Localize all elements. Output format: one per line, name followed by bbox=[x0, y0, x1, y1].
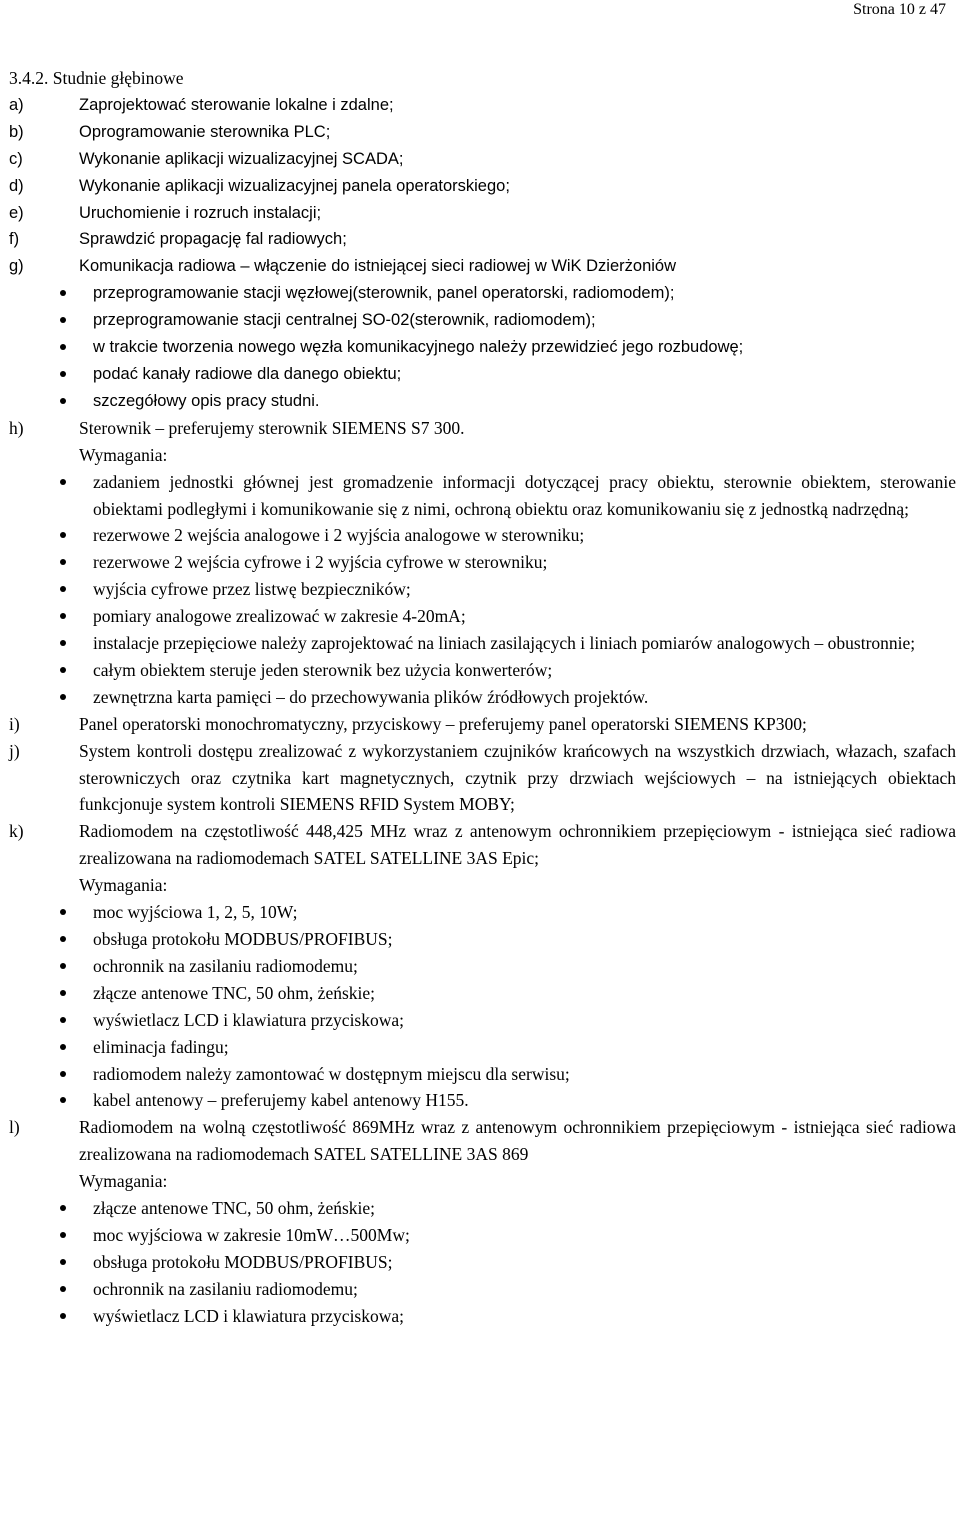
item-label: a) bbox=[9, 95, 24, 114]
bullet-item: moc wyjściowa w zakresie 10mW…500Mw; bbox=[9, 1222, 956, 1249]
item-text: Sprawdzić propagację fal radiowych; bbox=[79, 230, 347, 249]
requirements-label-l: Wymagania: bbox=[79, 1171, 168, 1192]
item-label: g) bbox=[9, 257, 24, 276]
item-label: j) bbox=[9, 740, 20, 761]
list-item-d bbox=[9, 173, 956, 200]
bullet-item: zadaniem jednostki głównej jest gromadzenie informacji dotyczącej pracy obiektu, sterownie obiektem, sterowanie obiektami podległymi i komunikowanie się z nimi, ochroną obiektu oraz komunikowaniu się z jednostką nadrzędną; bbox=[9, 469, 956, 523]
bullet-item: złącze antenowe TNC, 50 ohm, żeńskie; bbox=[9, 980, 956, 1007]
bullet-item: podać kanały radiowe dla danego obiektu; bbox=[9, 361, 956, 388]
item-label: f) bbox=[9, 230, 20, 249]
list-item-i bbox=[9, 711, 956, 738]
bullet-item: całym obiektem steruje jeden sterownik bez użycia konwerterów; bbox=[9, 657, 956, 684]
item-text: Radiomodem na częstotliwość 448,425 MHz wraz z antenowym ochronnikiem przepięciowym - istniejąca sieć radiowa zrealizowana na radiomodemach SATEL SATELLINE 3AS Epic; bbox=[79, 821, 956, 869]
list-item-j bbox=[9, 738, 956, 819]
bullet-list-g bbox=[9, 280, 956, 415]
bullet-item: rezerwowe 2 wejścia analogowe i 2 wyjścia analogowe w sterowniku; bbox=[9, 522, 956, 549]
bullet-item: moc wyjściowa 1, 2, 5, 10W; bbox=[9, 899, 956, 926]
list-item-c bbox=[9, 146, 956, 173]
bullet-item: pomiary analogowe zrealizować w zakresie 4-20mA; bbox=[9, 603, 956, 630]
document-content bbox=[9, 65, 956, 1330]
bullet-item: wyświetlacz LCD i klawiatura przyciskowa; bbox=[9, 1007, 956, 1034]
bullet-list-l bbox=[9, 1195, 956, 1330]
list-item-b bbox=[9, 119, 956, 146]
bullet-item: instalacje przepięciowe należy zaprojektować na liniach zasilających i liniach pomiarów analogowych – obustronnie; bbox=[9, 630, 956, 657]
bullet-item: szczegółowy opis pracy studni. bbox=[9, 388, 956, 415]
bullet-item: kabel antenowy – preferujemy kabel antenowy H155. bbox=[9, 1087, 956, 1114]
item-text: Sterownik – preferujemy sterownik SIEMENS S7 300. bbox=[79, 417, 465, 438]
bullet-item: ochronnik na zasilaniu radiomodemu; bbox=[9, 953, 956, 980]
item-text: Oprogramowanie sterownika PLC; bbox=[79, 122, 331, 141]
item-text: Uruchomienie i rozruch instalacji; bbox=[79, 203, 322, 222]
item-text: Komunikacja radiowa – włączenie do istniejącej sieci radiowej w WiK Dzierżoniów bbox=[79, 257, 677, 276]
bullet-item: rezerwowe 2 wejścia cyfrowe i 2 wyjścia cyfrowe w sterowniku; bbox=[9, 549, 956, 576]
list-item-a bbox=[9, 92, 956, 119]
item-label: i) bbox=[9, 713, 20, 734]
list-item-e bbox=[9, 200, 956, 227]
item-label: h) bbox=[9, 417, 24, 438]
requirements-label-k: Wymagania: bbox=[79, 875, 168, 896]
bullet-list-k bbox=[9, 899, 956, 1114]
item-label: c) bbox=[9, 149, 23, 168]
item-text: Panel operatorski monochromatyczny, przyciskowy – preferujemy panel operatorski SIEMENS KP300; bbox=[79, 713, 807, 734]
list-item-f bbox=[9, 226, 956, 253]
bullet-item: przeprogramowanie stacji węzłowej(sterownik, panel operatorski, radiomodem); bbox=[9, 280, 956, 307]
page-number: Strona 10 z 47 bbox=[853, 1, 946, 18]
item-label: d) bbox=[9, 176, 24, 195]
list-item-l bbox=[9, 1114, 956, 1168]
requirements-label-h: Wymagania: bbox=[79, 444, 168, 465]
bullet-item: złącze antenowe TNC, 50 ohm, żeńskie; bbox=[9, 1195, 956, 1222]
item-label: e) bbox=[9, 203, 24, 222]
item-label: k) bbox=[9, 821, 24, 842]
list-item-h bbox=[9, 415, 956, 442]
bullet-item: radiomodem należy zamontować w dostępnym miejscu dla serwisu; bbox=[9, 1061, 956, 1088]
item-text: Radiomodem na wolną częstotliwość 869MHz wraz z antenowym ochronnikiem przepięciowym - istniejąca sieć radiowa zrealizowana na radiomodemach SATEL SATELLINE 3AS 869 bbox=[79, 1117, 956, 1165]
bullet-list-h bbox=[9, 469, 956, 711]
item-label: b) bbox=[9, 122, 24, 141]
bullet-item: obsługa protokołu MODBUS/PROFIBUS; bbox=[9, 926, 956, 953]
bullet-item: eliminacja fadingu; bbox=[9, 1034, 956, 1061]
bullet-item: wyjścia cyfrowe przez listwę bezpieczników; bbox=[9, 576, 956, 603]
section-number: 3.4.2. bbox=[9, 68, 49, 88]
bullet-item: w trakcie tworzenia nowego węzła komunikacyjnego należy przewidzieć jego rozbudowę; bbox=[9, 334, 956, 361]
item-text: Wykonanie aplikacji wizualizacyjnej SCADA; bbox=[79, 149, 404, 168]
item-text: Zaprojektować sterowanie lokalne i zdalne; bbox=[79, 95, 394, 114]
bullet-item: ochronnik na zasilaniu radiomodemu; bbox=[9, 1276, 956, 1303]
item-text: System kontroli dostępu zrealizować z wykorzystaniem czujników krańcowych na wszystkich drzwiach, włazach, szafach sterowniczych oraz czytnika kart magnetycznych, czytnik przy drzwiach wejściowych – na istniejących obiektach funkcjonuje system kontroli SIEMENS RFID System MOBY; bbox=[79, 740, 956, 815]
bullet-item: zewnętrzna karta pamięci – do przechowywania plików źródłowych projektów. bbox=[9, 684, 956, 711]
list-item-g bbox=[9, 253, 956, 280]
item-label: l) bbox=[9, 1117, 20, 1138]
list-item-k bbox=[9, 818, 956, 872]
bullet-item: przeprogramowanie stacji centralnej SO-02(sterownik, radiomodem); bbox=[9, 307, 956, 334]
section-title: Studnie głębinowe bbox=[52, 68, 184, 88]
bullet-item: wyświetlacz LCD i klawiatura przyciskowa; bbox=[9, 1303, 956, 1330]
section-heading bbox=[9, 65, 956, 92]
item-text: Wykonanie aplikacji wizualizacyjnej panela operatorskiego; bbox=[79, 176, 510, 195]
bullet-item: obsługa protokołu MODBUS/PROFIBUS; bbox=[9, 1249, 956, 1276]
